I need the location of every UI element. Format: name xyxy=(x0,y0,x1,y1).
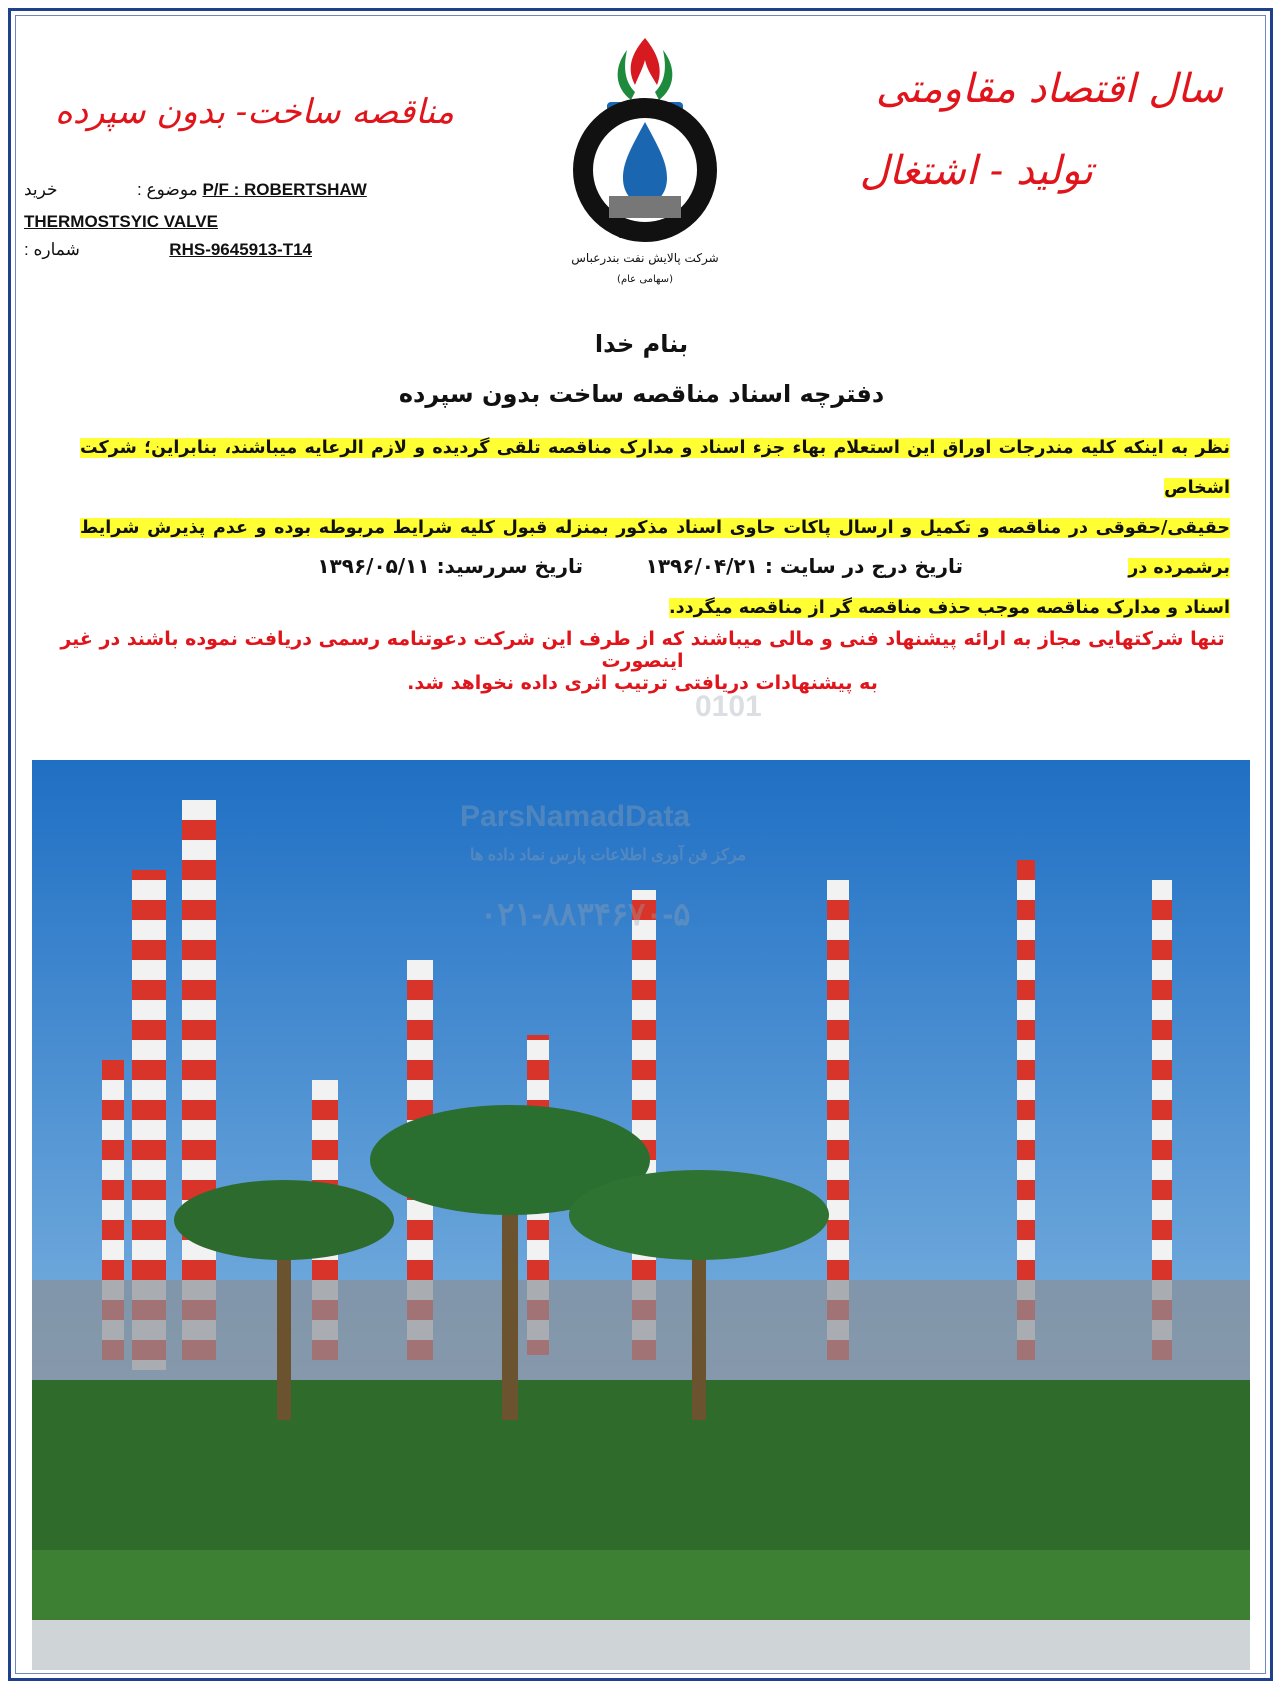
company-logo xyxy=(535,30,755,300)
terms-line: اسناد و مدارک مناقصه موجب حذف مناقصه گر از مناقصه میگردد. xyxy=(668,598,1230,618)
item-name: THERMOSTSYIC VALVE xyxy=(24,212,218,231)
bismillah: بنام خدا xyxy=(594,330,689,358)
watermark-brand: ParsNamadData xyxy=(460,800,691,833)
purchase-label: خرید xyxy=(24,180,58,199)
refinery-photo xyxy=(32,760,1250,1670)
purchase-ref: P/F : ROBERTSHAW xyxy=(202,180,367,199)
terms-line: حقیقی/حقوقی در مناقصه و تکمیل و ارسال پاکات حاوی اسناد مذکور بمنزله قبول کلیه شرایط مربوطه بوده و عدم پذیرش شرایط برشمرده در xyxy=(80,518,1230,578)
flame-icon xyxy=(631,38,660,85)
terms-line: نظر به اینکه کلیه مندرجات اوراق این استعلام بهاء جزء اسناد و مدارک مناقصه تلقی گردیده و لازم الرعایه میباشند، بنابراین؛ شرکت اشخاص xyxy=(80,438,1230,498)
year-slogan-line1: سال اقتصاد مقاومتی xyxy=(875,66,1223,112)
subject-label: موضوع : xyxy=(137,180,198,199)
number-value: RHS-9645913-T14 xyxy=(169,240,312,259)
watermark-tagline: مرکز فن آوری اطلاعات پارس نماد داده ها xyxy=(470,847,747,864)
date-posted xyxy=(646,554,963,578)
number-row xyxy=(24,240,312,260)
logo-company-type: (سهامی عام) xyxy=(617,274,673,285)
date-posted-value: ۱۳۹۶/۰۴/۲۱ xyxy=(645,554,758,578)
terms-paragraph xyxy=(80,428,1230,628)
document-title: دفترچه اسناد مناقصه ساخت بدون سپرده xyxy=(398,380,885,408)
invitation-notice-line1: تنها شرکتهایی مجاز به ارائه پیشنهاد فنی و مالی میباشند که از طرف این شرکت دعوتنامه رسمی دریافت نموده باشند در غیر اینصورت xyxy=(60,628,1225,672)
drop-icon xyxy=(623,122,667,204)
watermark-phone: ۰۲۱-۸۸۳۴۶۷۰-۵ xyxy=(480,896,691,932)
date-due xyxy=(317,554,583,578)
invitation-notice-line2: به پیشنهادات دریافتی ترتیب اثری داده نخواهد شد. xyxy=(407,672,878,694)
chimney xyxy=(182,800,216,1360)
year-slogan-line2: تولید - اشتغال xyxy=(859,148,1093,194)
date-posted-label: تاریخ درج در سایت : xyxy=(764,554,963,578)
tender-type-heading: مناقصه ساخت- بدون سپرده xyxy=(55,92,455,132)
logo-company: شرکت پالایش نفت بندرعباس xyxy=(571,251,719,265)
number-label: : شماره xyxy=(24,240,80,259)
watermark-digits: 0101 xyxy=(695,690,762,723)
item-row xyxy=(24,212,218,232)
curb xyxy=(32,1620,1250,1670)
subject-row xyxy=(24,180,367,200)
date-due-value: ۱۳۹۶/۰۵/۱۱ xyxy=(317,554,430,578)
logo-initials: B.O.R.C xyxy=(618,225,672,241)
date-due-label: تاریخ سررسید: xyxy=(436,554,583,578)
